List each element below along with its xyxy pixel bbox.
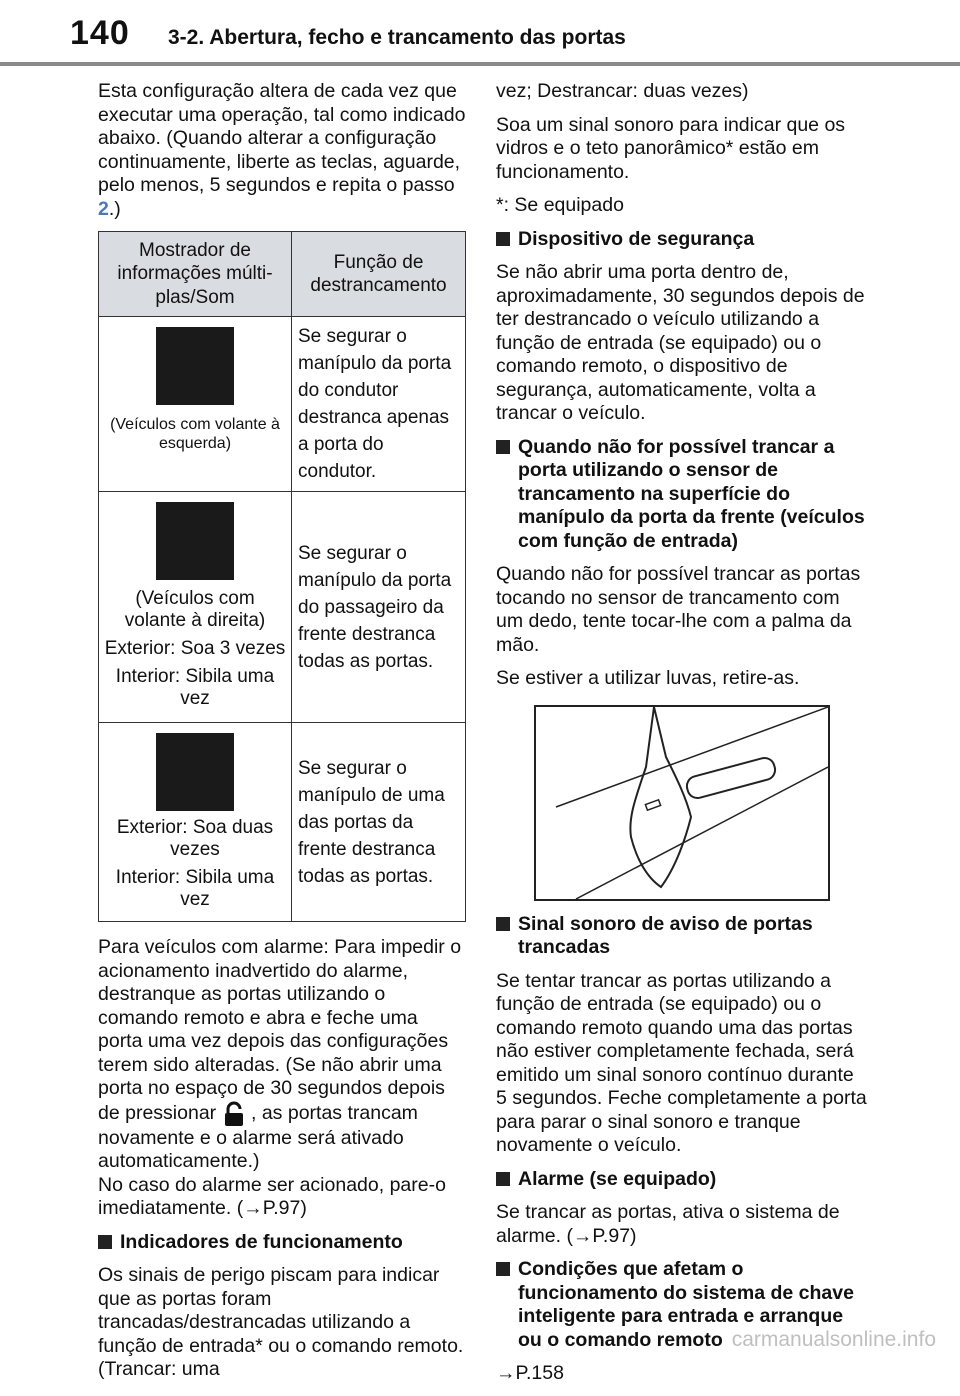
alarm-text-b: , as portas trancam novamente e o alarme será ativado automaticamente.)	[98, 1101, 418, 1172]
warning-sound-text: Se tentar trancar as portas utilizando a função de entrada (se equipado) ou o comando remoto quando uma das portas não estiver completamente fechada, será emitido um sinal sonoro contínuo durante 5 segundos. Feche completamente a porta para parar o sinal sonoro e tranque novamente o veículo.	[496, 969, 867, 1156]
lock-icon	[222, 1101, 246, 1127]
page-number: 140	[70, 14, 130, 52]
gloves-text: Se estiver a utilizar luvas, retire-as.	[496, 667, 800, 689]
intro-end: .)	[108, 197, 121, 220]
left-hand-caption: (Veículos com volante à esquerda)	[110, 416, 280, 452]
footnote: *: Se equipado	[496, 194, 624, 216]
heading-security-device: Dispositivo de segurança	[496, 228, 868, 252]
heading-alarm: Alarme (se equipado)	[496, 1168, 868, 1192]
intro-paragraph	[98, 80, 466, 221]
driver-door-function: Se segurar o manípulo da porta do condutor destranca apenas a porta do condutor.	[292, 317, 466, 492]
heading-indicators: Indicadores de funcionamento	[98, 1231, 466, 1255]
configuration-table	[98, 231, 466, 922]
alarm-text-a: Para veículos com alarme: Para impedir o acionamento inadvertido do alarme, destranque as portas utilizando o comando remoto e abra e feche uma porta uma vez depois das configurações terem sido alteradas. (Se não abrir uma porta no espaço de 30 segundos depois de pressionar	[98, 936, 462, 1124]
intro-text: Esta configuração altera de cada vez que executar uma operação, tal como indicado abaixo. (Quando alterar a configuração continuamente, liberte as teclas, aguarde, pelo menos, 5 segundos e repita o passo	[98, 80, 466, 196]
heading-conditions: Condições que afetam o funcionamento do sistema de chave inteligente para entrada e arranque ou o comando remoto	[496, 1258, 868, 1352]
right-column	[496, 80, 868, 1396]
conditions-ref[interactable]: →P.158	[496, 1362, 564, 1384]
security-device-text: Se não abrir uma porta dentro de, aproximadamente, 30 segundos depois de ter destrancado o veículo utilizando a função de entrada (se equipado) ou o comando remoto, o dispositivo de segurança, automaticamente, volta a trancar o veículo.	[496, 261, 865, 424]
right-hand-caption: (Veículos com volante à direita)	[124, 588, 266, 631]
table-row-all-doors	[99, 723, 292, 922]
table-row-right-hand-drive	[99, 492, 292, 723]
alarm-text: Se trancar as portas, ativa o sistema de alarme. (→P.97)	[496, 1201, 840, 1247]
table-header-function: Função de destrancamento	[292, 232, 466, 317]
heading-sensor: Quando não for possível trancar a porta utilizando o sensor de trancamento na superfície do manípulo da porta da frente (veículos com função de entrada)	[496, 436, 868, 554]
sound-text: Soa um sinal sonoro para indicar que os vidros e o teto panorâmico* estão em funcionamento.	[496, 113, 846, 183]
indicators-text: Os sinais de perigo piscam para indicar que as portas foram trancadas/destrancadas utilizando a função de entrada* ou o comando remoto. (Trancar: uma	[98, 1264, 464, 1380]
alarm-stop-text: No caso do alarme ser acionado, pare-o imediatamente. (→P.97)	[98, 1173, 446, 1219]
car-all-doors-icon	[156, 733, 234, 811]
table-header-display: Mostrador de informações múlti-plas/Som	[99, 232, 292, 317]
step-reference[interactable]: 2	[98, 197, 109, 220]
car-doors-icon	[156, 327, 234, 405]
passenger-door-function: Se segurar o manípulo da porta do passageiro da frente destranca todas as portas.	[292, 492, 466, 723]
car-doors-open-icon	[156, 502, 234, 580]
heading-warning-sound: Sinal sonoro de aviso de portas trancadas	[496, 913, 868, 960]
hand-on-door-handle-illustration	[534, 705, 830, 901]
left-column	[98, 80, 466, 1392]
page-header	[0, 0, 960, 64]
continuation-text: vez; Destrancar: duas vezes)	[496, 80, 749, 102]
alarm-paragraph	[98, 936, 466, 1221]
interior-beep-2: Interior: Sibila uma vez	[115, 867, 275, 910]
front-doors-function: Se segurar o manípulo de uma das portas da frente destranca todas as portas.	[292, 723, 466, 922]
table-row-left-hand-drive	[99, 317, 292, 492]
watermark: carmanualsonline.info	[731, 1328, 936, 1351]
exterior-sound-3: Exterior: Soa 3 vezes	[104, 638, 286, 659]
sensor-text: Quando não for possível trancar as portas tocando no sensor de trancamento com um dedo, tente tocar-lhe com a palma da mão.	[496, 563, 861, 656]
exterior-sound-2: Exterior: Soa duas vezes	[116, 817, 274, 860]
interior-beep-1: Interior: Sibila uma vez	[115, 666, 275, 709]
section-title: 3-2. Abertura, fecho e trancamento das portas	[168, 26, 626, 49]
header-rule	[0, 62, 960, 66]
